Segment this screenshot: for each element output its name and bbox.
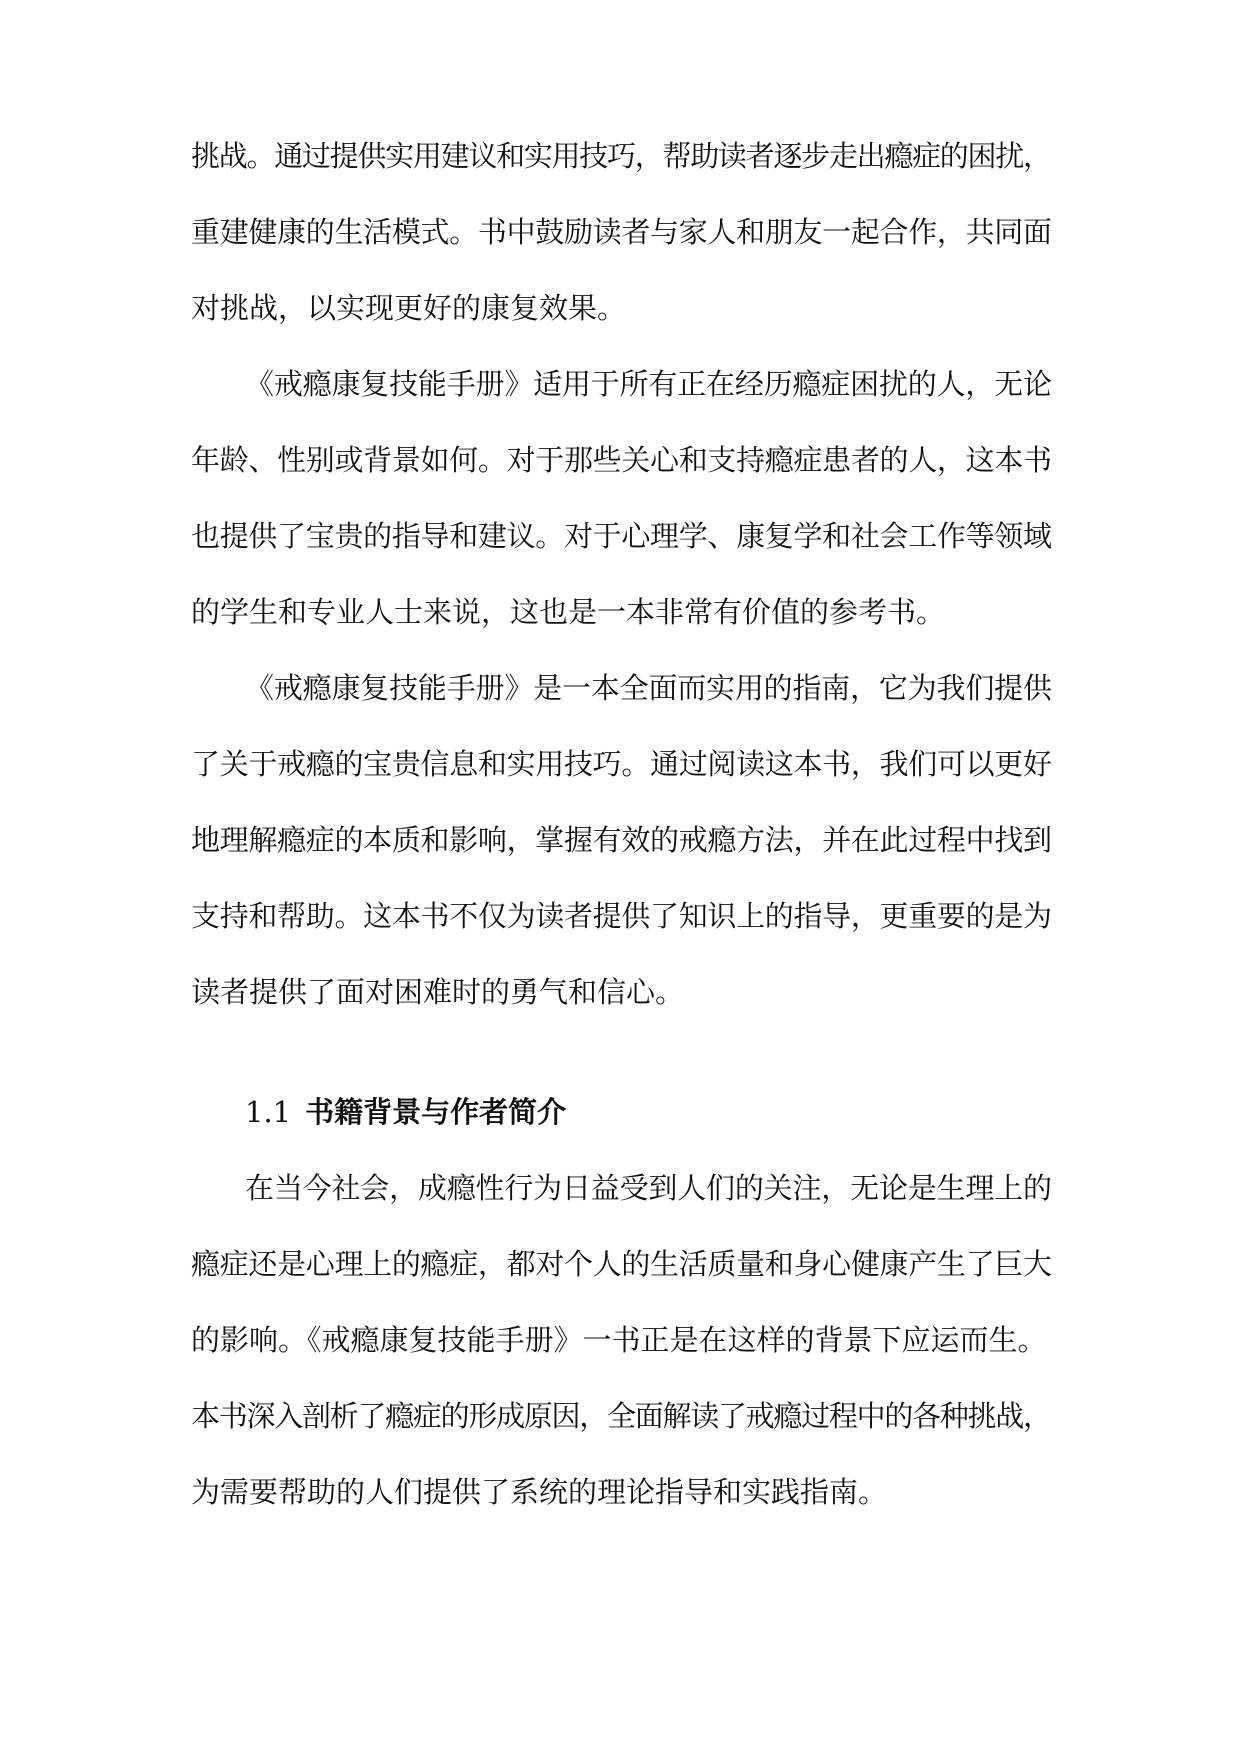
- section-paragraph-line-3: 的影响。《戒瘾康复技能手册》一书正是在这样的背景下应运而生。: [191, 1323, 1047, 1357]
- paragraph-1-line-1: 挑战。通过提供实用建议和实用技巧，帮助读者逐步走出瘾症的困扰，: [191, 139, 1051, 173]
- paragraph-3-line-3: 地理解瘾症的本质和影响，掌握有效的戒瘾方法，并在此过程中找到: [191, 823, 1052, 857]
- paragraph-1-line-3: 对挑战，以实现更好的康复效果。: [191, 291, 627, 325]
- paragraph-2-line-4: 的学生和专业人士来说，这也是一本非常有价值的参考书。: [191, 595, 946, 629]
- paragraph-3-line-1: 《戒瘾康复技能手册》是一本全面而实用的指南，它为我们提供: [245, 671, 1052, 705]
- paragraph-3-line-5: 读者提供了面对困难时的勇气和信心。: [191, 975, 685, 1009]
- section-paragraph-line-5: 为需要帮助的人们提供了系统的理论指导和实践指南。: [191, 1475, 888, 1509]
- paragraph-3-line-2: 了关于戒瘾的宝贵信息和实用技巧。通过阅读这本书，我们可以更好: [191, 747, 1052, 781]
- paragraph-1-line-2: 重建健康的生活模式。书中鼓励读者与家人和朋友一起合作，共同面: [191, 215, 1052, 249]
- section-title: 书籍背景与作者简介: [305, 1095, 567, 1129]
- section-paragraph-line-1: 在当今社会，成瘾性行为日益受到人们的关注，无论是生理上的: [245, 1171, 1052, 1205]
- paragraph-2-line-2: 年龄、性别或背景如何。对于那些关心和支持瘾症患者的人，这本书: [191, 443, 1052, 477]
- paragraph-2-line-3: 也提供了宝贵的指导和建议。对于心理学、康复学和社会工作等领域: [191, 519, 1052, 553]
- paragraph-2-line-1: 《戒瘾康复技能手册》适用于所有正在经历瘾症困扰的人，无论: [245, 367, 1052, 401]
- section-paragraph-line-4: 本书深入剖析了瘾症的形成原因，全面解读了戒瘾过程中的各种挑战，: [191, 1399, 1051, 1433]
- section-number: 1.1: [245, 1095, 292, 1129]
- paragraph-3-line-4: 支持和帮助。这本书不仅为读者提供了知识上的指导，更重要的是为: [191, 899, 1052, 933]
- section-heading: [245, 1092, 566, 1132]
- section-paragraph-line-2: 瘾症还是心理上的瘾症，都对个人的生活质量和身心健康产生了巨大: [191, 1247, 1052, 1281]
